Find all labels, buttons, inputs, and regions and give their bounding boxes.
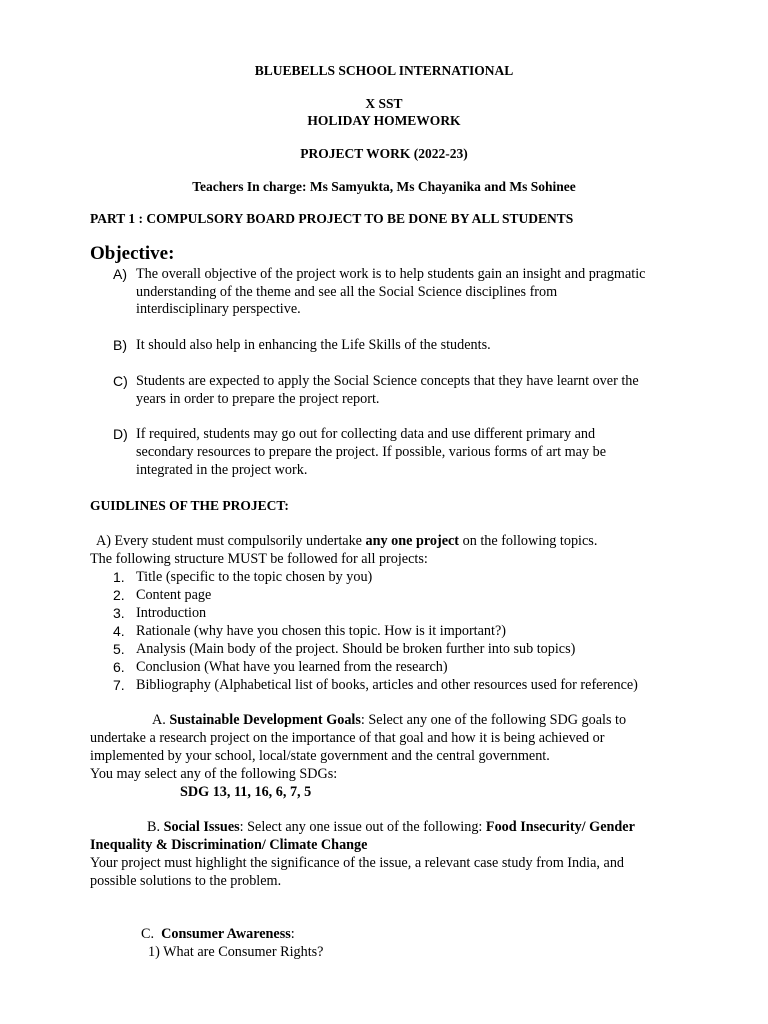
step-text: Title (specific to the topic chosen by you) (136, 569, 373, 585)
sdg-list: SDG 13, 11, 16, 6, 7, 5 (180, 784, 312, 800)
objective-line: The overall objective of the project work is to help students gain an insight and pragmatic (136, 266, 646, 282)
objective-line: It should also help in enhancing the Life Skills of the students. (136, 337, 491, 353)
social-issues: Food Insecurity/ Gender (485, 819, 635, 835)
sdg-line: undertake a research project on the importance of that goal and how it is being achieved or (90, 730, 605, 746)
social-issues-cont: Inequality & Discrimination/ Climate Change (90, 837, 368, 853)
sdg-prefix: A. (152, 712, 170, 728)
sdg-line: You may select any of the following SDGs: (90, 766, 338, 782)
part1-heading: PART 1 : COMPULSORY BOARD PROJECT TO BE DONE BY ALL STUDENTS (90, 211, 574, 226)
teachers-in-charge: Teachers In charge: Ms Samyukta, Ms Chayanika and Ms Sohinee (192, 179, 576, 194)
guidelines-intro (96, 532, 597, 550)
objective-marker: B) (113, 337, 127, 353)
consumer-question: 1) What are Consumer Rights? (148, 944, 324, 960)
step-number: 1. (113, 569, 125, 585)
class-title: X SST (365, 96, 403, 111)
step-number: 6. (113, 659, 125, 675)
step-number: 5. (113, 641, 125, 657)
consumer-title: Consumer Awareness (161, 926, 291, 942)
step-number: 3. (113, 605, 125, 621)
structure-note: The following structure MUST be followed for all projects: (90, 551, 428, 567)
social-line: possible solutions to the problem. (90, 873, 282, 889)
consumer-colon: : (290, 926, 295, 942)
project-title: PROJECT WORK (2022-23) (300, 146, 468, 161)
social-title: Social Issues (163, 819, 240, 835)
sdg-text: : Select any one of the following SDG goals to (360, 712, 627, 728)
step-text: Rationale (why have you chosen this topic. How is it important?) (136, 623, 506, 639)
step-text: Content page (136, 587, 212, 603)
social-prefix: B. (147, 819, 164, 835)
step-text: Introduction (136, 605, 207, 621)
social-line (147, 818, 635, 836)
step-number: 2. (113, 587, 125, 603)
objective-line: If required, students may go out for collecting data and use different primary and (136, 426, 596, 442)
guidelines-heading: GUIDLINES OF THE PROJECT: (90, 498, 289, 513)
objective-line: Students are expected to apply the Social Science concepts that they have learnt over the (136, 373, 639, 389)
objective-marker: A) (113, 266, 127, 282)
sdg-line: implemented by your school, local/state government and the central government. (90, 748, 550, 764)
objective-line: secondary resources to prepare the project. If possible, various forms of art may be (136, 444, 606, 460)
guidelines-intro-pre: A) Every student must compulsorily undertake (96, 533, 366, 549)
step-number: 7. (113, 677, 125, 693)
step-number: 4. (113, 623, 125, 639)
objective-line: years in order to prepare the project report. (136, 391, 380, 407)
consumer-heading (141, 925, 295, 943)
guidelines-intro-bold: any one project (365, 533, 460, 549)
sdg-title: Sustainable Development Goals (169, 712, 361, 728)
sdg-line (152, 711, 626, 729)
objective-line: interdisciplinary perspective. (136, 301, 301, 317)
step-text: Analysis (Main body of the project. Should be broken further into sub topics) (136, 641, 576, 657)
social-text: : Select any one issue out of the following: (239, 819, 486, 835)
guidelines-intro-post: on the following topics. (459, 533, 598, 549)
consumer-prefix: C. (141, 926, 155, 942)
objective-marker: D) (113, 426, 128, 442)
social-line: Your project must highlight the significance of the issue, a relevant case study from India, and (90, 855, 625, 871)
step-text: Conclusion (What have you learned from the research) (136, 659, 448, 675)
school-name: BLUEBELLS SCHOOL INTERNATIONAL (254, 63, 514, 78)
objective-marker: C) (113, 373, 128, 389)
step-text: Bibliography (Alphabetical list of books, articles and other resources used for reference) (136, 677, 638, 693)
objective-line: integrated in the project work. (136, 462, 308, 478)
homework-title: HOLIDAY HOMEWORK (307, 113, 461, 128)
objective-heading: Objective: (90, 243, 175, 264)
objective-line: understanding of the theme and see all the Social Science disciplines from (136, 284, 558, 300)
